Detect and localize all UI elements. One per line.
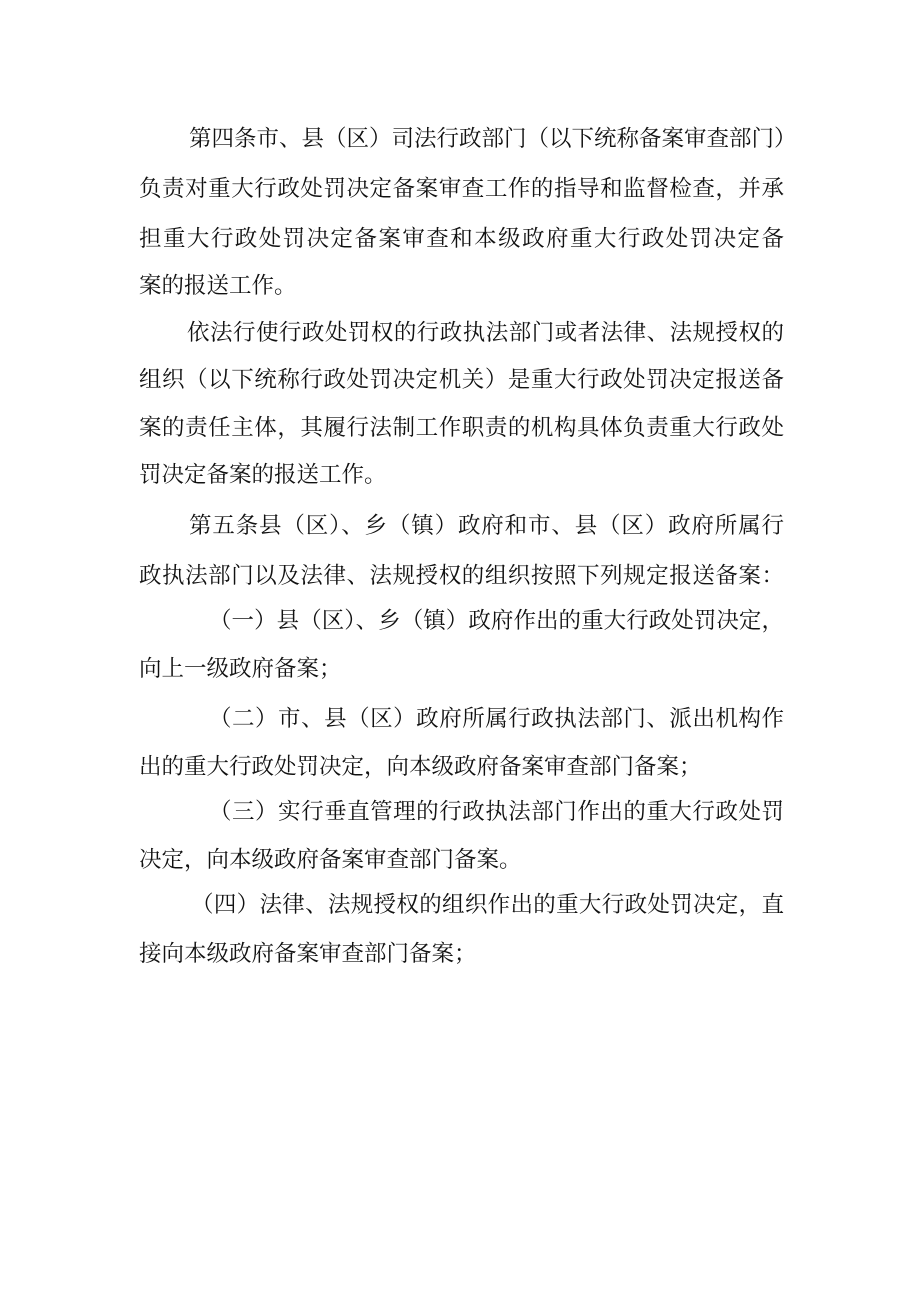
- item-1-line-2: 向上一级政府备案；: [139, 656, 342, 682]
- article-4-line-3: 担重大行政处罚决定备案审查和本级政府重大行政处罚决定备: [139, 226, 784, 252]
- item-4-line-1: （四）法律、法规授权的组织作出的重大行政处罚决定，直: [191, 892, 784, 918]
- article-5-line-1: 第五条县（区）、乡（镇）政府和市、县（区）政府所属行: [189, 513, 784, 539]
- item-3-line-2: 决定，向本级政府备案审查部门备案。: [139, 847, 522, 873]
- paragraph-2-line-2: 组织（以下统称行政处罚决定机关）是重大行政处罚决定报送备: [139, 367, 784, 393]
- item-2-line-2: 出的重大行政处罚决定，向本级政府备案审查部门备案；: [139, 754, 702, 780]
- article-4-line-2: 负责对重大行政处罚决定备案审查工作的指导和监督检查，并承: [139, 176, 784, 202]
- item-4-line-2: 接向本级政府备案审查部门备案；: [139, 941, 477, 967]
- item-1-line-1: （一）县（区）、乡（镇）政府作出的重大行政处罚决定，: [209, 608, 784, 634]
- paragraph-2-line-4: 罚决定备案的报送工作。: [139, 462, 387, 488]
- item-2-line-1: （二）市、县（区）政府所属行政执法部门、派出机构作: [209, 706, 784, 732]
- item-3-line-1: （三）实行垂直管理的行政执法部门作出的重大行政处罚: [209, 799, 784, 825]
- article-4-line-1: 第四条市、县（区）司法行政部门（以下统称备案审查部门）: [189, 126, 797, 152]
- paragraph-2-line-3: 案的责任主体，其履行法制工作职责的机构具体负责重大行政处: [139, 415, 784, 441]
- paragraph-2-line-1: 依法行使行政处罚权的行政执法部门或者法律、法规授权的: [187, 320, 784, 346]
- article-5-line-2: 政执法部门以及法律、法规授权的组织按照下列规定报送备案：: [139, 563, 784, 589]
- article-4-line-4: 案的报送工作。: [139, 273, 297, 299]
